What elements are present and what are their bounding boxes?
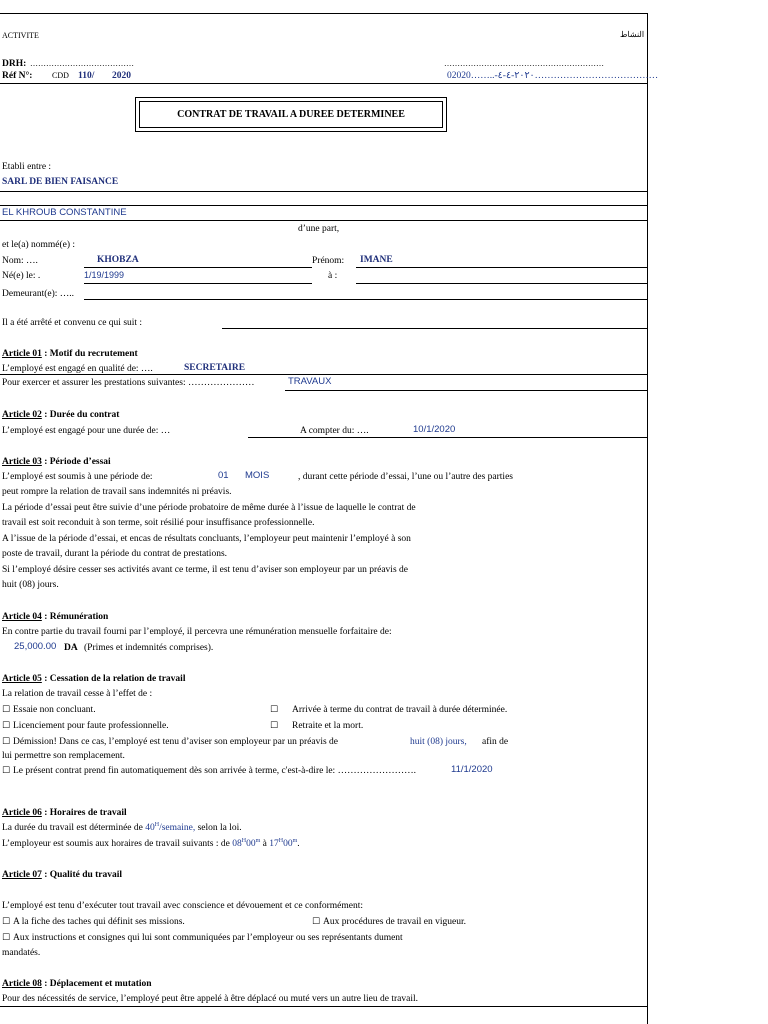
art5-c4: Retraite et la mort.: [292, 721, 364, 731]
demeurant-line: [84, 299, 648, 300]
address-line: [0, 220, 648, 221]
nom-label: Nom: ….: [2, 256, 38, 266]
art6-line2: [2, 839, 300, 850]
arrete-line: [222, 328, 648, 329]
ref-number: 110/: [78, 71, 95, 81]
article-01-num: Article 01: [2, 349, 42, 359]
contract-title: CONTRAT DE TRAVAIL A DUREE DETERMINEE: [139, 101, 443, 128]
art5-c3: Licenciement pour faute professionnelle.: [13, 721, 169, 731]
checkbox-essaie: ☐: [2, 704, 11, 714]
art1-line-b: [285, 390, 648, 391]
checkbox-demission: ☐: [2, 736, 11, 746]
art3-l6: poste de travail, durant la période du contrat de prestations.: [2, 549, 228, 559]
ref-year: 2020: [112, 71, 131, 81]
art7-l1: L’employé est tenu d’exécuter tout travail avec conscience et dévouement et ce conformément:: [2, 901, 364, 911]
art6-start-m-unit: m: [255, 837, 261, 844]
ref-right: 02020……..-٢٠٢٠-٤-٤…………………………………: [447, 71, 659, 81]
art7-c1: A la fiche des taches qui définit ses missions.: [13, 917, 185, 927]
art2-compter: A compter du: ….: [300, 426, 369, 436]
art4-amount: 25,000.00: [14, 641, 57, 652]
art6-start-h: 08: [232, 839, 242, 849]
art6-start: [232, 839, 260, 849]
art7-c4: mandatés.: [2, 948, 41, 958]
art6-line1: [2, 823, 242, 834]
art6-hours-value: 40: [145, 823, 155, 833]
checkbox-arrivee: ☐: [270, 704, 279, 714]
activite-ar-label: النشاط: [620, 30, 645, 39]
checkbox-fin: ☐: [2, 765, 11, 775]
art4-l1: En contre partie du travail fourni par l’employé, il percevra une rémunération mensuelle forfaitaire de:: [2, 627, 392, 637]
article-05-heading: [2, 674, 185, 685]
header-divider: [0, 83, 648, 84]
article-07-title: : Qualité du travail: [41, 870, 123, 880]
art8-line: [0, 1006, 648, 1007]
prenom-line: [356, 267, 648, 268]
art6-dot: .: [297, 839, 300, 849]
activite-label: ACTIVITE: [2, 31, 39, 40]
a-label: à :: [328, 271, 338, 281]
art3-l7: Si l’employé désire cesser ses activités avant ce terme, il est tenu d’aviser son employeur par un préavis de: [2, 565, 408, 575]
article-02-title: : Durée du contrat: [41, 410, 120, 420]
art6-end-m-unit: m: [292, 837, 298, 844]
art1-line-a: [0, 374, 648, 375]
article-04-title: : Rémunération: [41, 612, 109, 622]
et-le-label: et le(a) nommé(e) :: [2, 240, 76, 250]
art6-start-h-unit: H: [241, 837, 247, 844]
art5-c5b: huit (08) jours,: [410, 737, 467, 747]
article-03-title: : Période d’essai: [41, 457, 111, 467]
art5-c6b: 11/1/2020: [451, 764, 493, 775]
art7-c2: Aux procédures de travail en vigueur.: [323, 917, 466, 927]
drh-dots: …………………………………: [30, 59, 134, 68]
article-04-num: Article 04: [2, 612, 42, 622]
art6-end: [269, 837, 300, 849]
art5-c5c: afin de: [482, 737, 509, 747]
article-04-heading: [2, 612, 108, 623]
art3-l1a: L’employé est soumis à une période de:: [2, 472, 153, 482]
article-05-num: Article 05: [2, 674, 42, 684]
article-07-num: Article 07: [2, 870, 42, 880]
nom-line: [84, 267, 312, 268]
art5-c6a: Le présent contrat prend fin automatiquement dès son arrivée à terme, c'est-à-dire le: …………………….: [13, 766, 416, 776]
ne-line: [84, 283, 312, 284]
checkbox-procedures: ☐: [312, 916, 321, 926]
right-border: [647, 13, 648, 1024]
art6-l1e: selon la loi.: [197, 823, 242, 833]
article-01-heading: [2, 349, 138, 360]
checkbox-fiche: ☐: [2, 916, 11, 926]
article-08-title: : Déplacement et mutation: [41, 979, 152, 989]
etabli-label: Etabli entre :: [2, 162, 52, 172]
article-06-num: Article 06: [2, 808, 42, 818]
checkbox-retraite: ☐: [270, 720, 279, 730]
art6-start-m: 00: [246, 839, 256, 849]
article-08-heading: [2, 979, 152, 990]
art6-hours-unit: H: [154, 821, 160, 828]
article-02-num: Article 02: [2, 410, 42, 420]
art6-a: à: [262, 839, 267, 849]
art6-end-m: 00: [283, 839, 293, 849]
art7-c3: Aux instructions et consignes qui lui sont communiquées par l’employeur ou ses représentants dument: [13, 933, 403, 943]
ref-label: Réf N°:: [2, 71, 33, 81]
art8-l1: Pour des nécessités de service, l’employé peut être appelé à être déplacé ou muté vers un autre lieu de travail.: [2, 994, 418, 1004]
prenom-label: Prénom:: [312, 256, 345, 266]
company-address: EL KHROUB CONSTANTINE: [2, 207, 127, 218]
art5-c1: Essaie non concluant.: [13, 705, 96, 715]
art5-l1: La relation de travail cesse à l’effet de :: [2, 689, 153, 699]
art6-l2a: L’employeur est soumis aux horaires de travail suivants : de: [2, 839, 230, 849]
art3-l4: travail est soit reconduit à son terme, soit résilié pour insuffisance professionnelle.: [2, 518, 315, 528]
art2-date: 10/1/2020: [413, 424, 456, 435]
art6-end-h: 17: [269, 839, 279, 849]
checkbox-licenciement: ☐: [2, 720, 11, 730]
article-07-heading: [2, 870, 122, 881]
art2-line: [248, 437, 648, 438]
art3-l2: peut rompre la relation de travail sans indemnités ni préavis.: [2, 487, 232, 497]
article-05-title: : Cessation de la relation de travail: [41, 674, 186, 684]
art3-l3: La période d’essai peut être suivie d’une période probatoire de même durée à l’issue de laquelle le contrat de: [2, 503, 416, 513]
a-line: [356, 283, 648, 284]
prenom-value: IMANE: [360, 255, 393, 265]
article-08-num: Article 08: [2, 979, 42, 989]
art4-note: (Primes et indemnités comprises).: [84, 643, 214, 653]
art1-prestations: TRAVAUX: [288, 376, 332, 387]
demeurant-label: Demeurant(e): …..: [2, 289, 75, 299]
checkbox-instructions: ☐: [2, 932, 11, 942]
art1-poste: SECRETAIRE: [184, 363, 246, 373]
art6-per-week: /semaine,: [159, 823, 196, 833]
article-01-title: : Motif du recrutement: [41, 349, 138, 359]
art5-c5d: lui permettre son remplacement.: [2, 751, 125, 761]
article-03-heading: [2, 457, 111, 468]
ne-value: 1/19/1999: [84, 270, 125, 280]
art1-line1: L’employé est engagé en qualité de: ….: [2, 364, 153, 374]
company-line: [0, 191, 648, 192]
drh-label: DRH:: [2, 59, 27, 69]
dune-part: d’une part,: [298, 224, 340, 234]
art4-currency: DA: [64, 643, 78, 653]
company-name: SARL DE BIEN FAISANCE: [2, 177, 119, 187]
art3-l1b: , durant cette période d’essai, l’une ou l’autre des parties: [298, 472, 513, 482]
art2-line1: L’employé est engagé pour une durée de: …: [2, 426, 171, 436]
article-06-heading: [2, 808, 127, 819]
art5-c5a: Démission! Dans ce cas, l’employé est tenu d’aviser son employeur par un préavis de: [13, 737, 339, 747]
art6-l1a: La durée du travail est déterminée de: [2, 823, 143, 833]
top-border: [0, 13, 648, 14]
ne-label: Né(e) le: .: [2, 271, 41, 281]
article-03-num: Article 03: [2, 457, 42, 467]
art3-duree-unit: MOIS: [245, 470, 270, 481]
ref-cdd: CDD: [52, 71, 69, 80]
art3-duree-num: 01: [218, 470, 229, 481]
art6-hours: [145, 823, 195, 833]
arrete-text: Il a été arrêté et convenu ce qui suit :: [2, 318, 143, 328]
art3-l8: huit (08) jours.: [2, 580, 59, 590]
art3-l5: A l’issue de la période d’essai, et encas de résultats concluants, l’employeur peut maintenir l’employé à son: [2, 534, 411, 544]
blank-line: [0, 205, 648, 206]
art5-c2: Arrivée à terme du contrat de travail à durée déterminée.: [292, 705, 508, 715]
article-06-title: : Horaires de travail: [41, 808, 127, 818]
art6-end-h-unit: H: [278, 837, 284, 844]
nom-value: KHOBZA: [97, 255, 139, 265]
drh-dots-right: ……………………………………………………: [444, 59, 604, 68]
art1-line2: Pour exercer et assurer les prestations suivantes: …………………: [2, 378, 255, 388]
article-02-heading: [2, 410, 119, 421]
